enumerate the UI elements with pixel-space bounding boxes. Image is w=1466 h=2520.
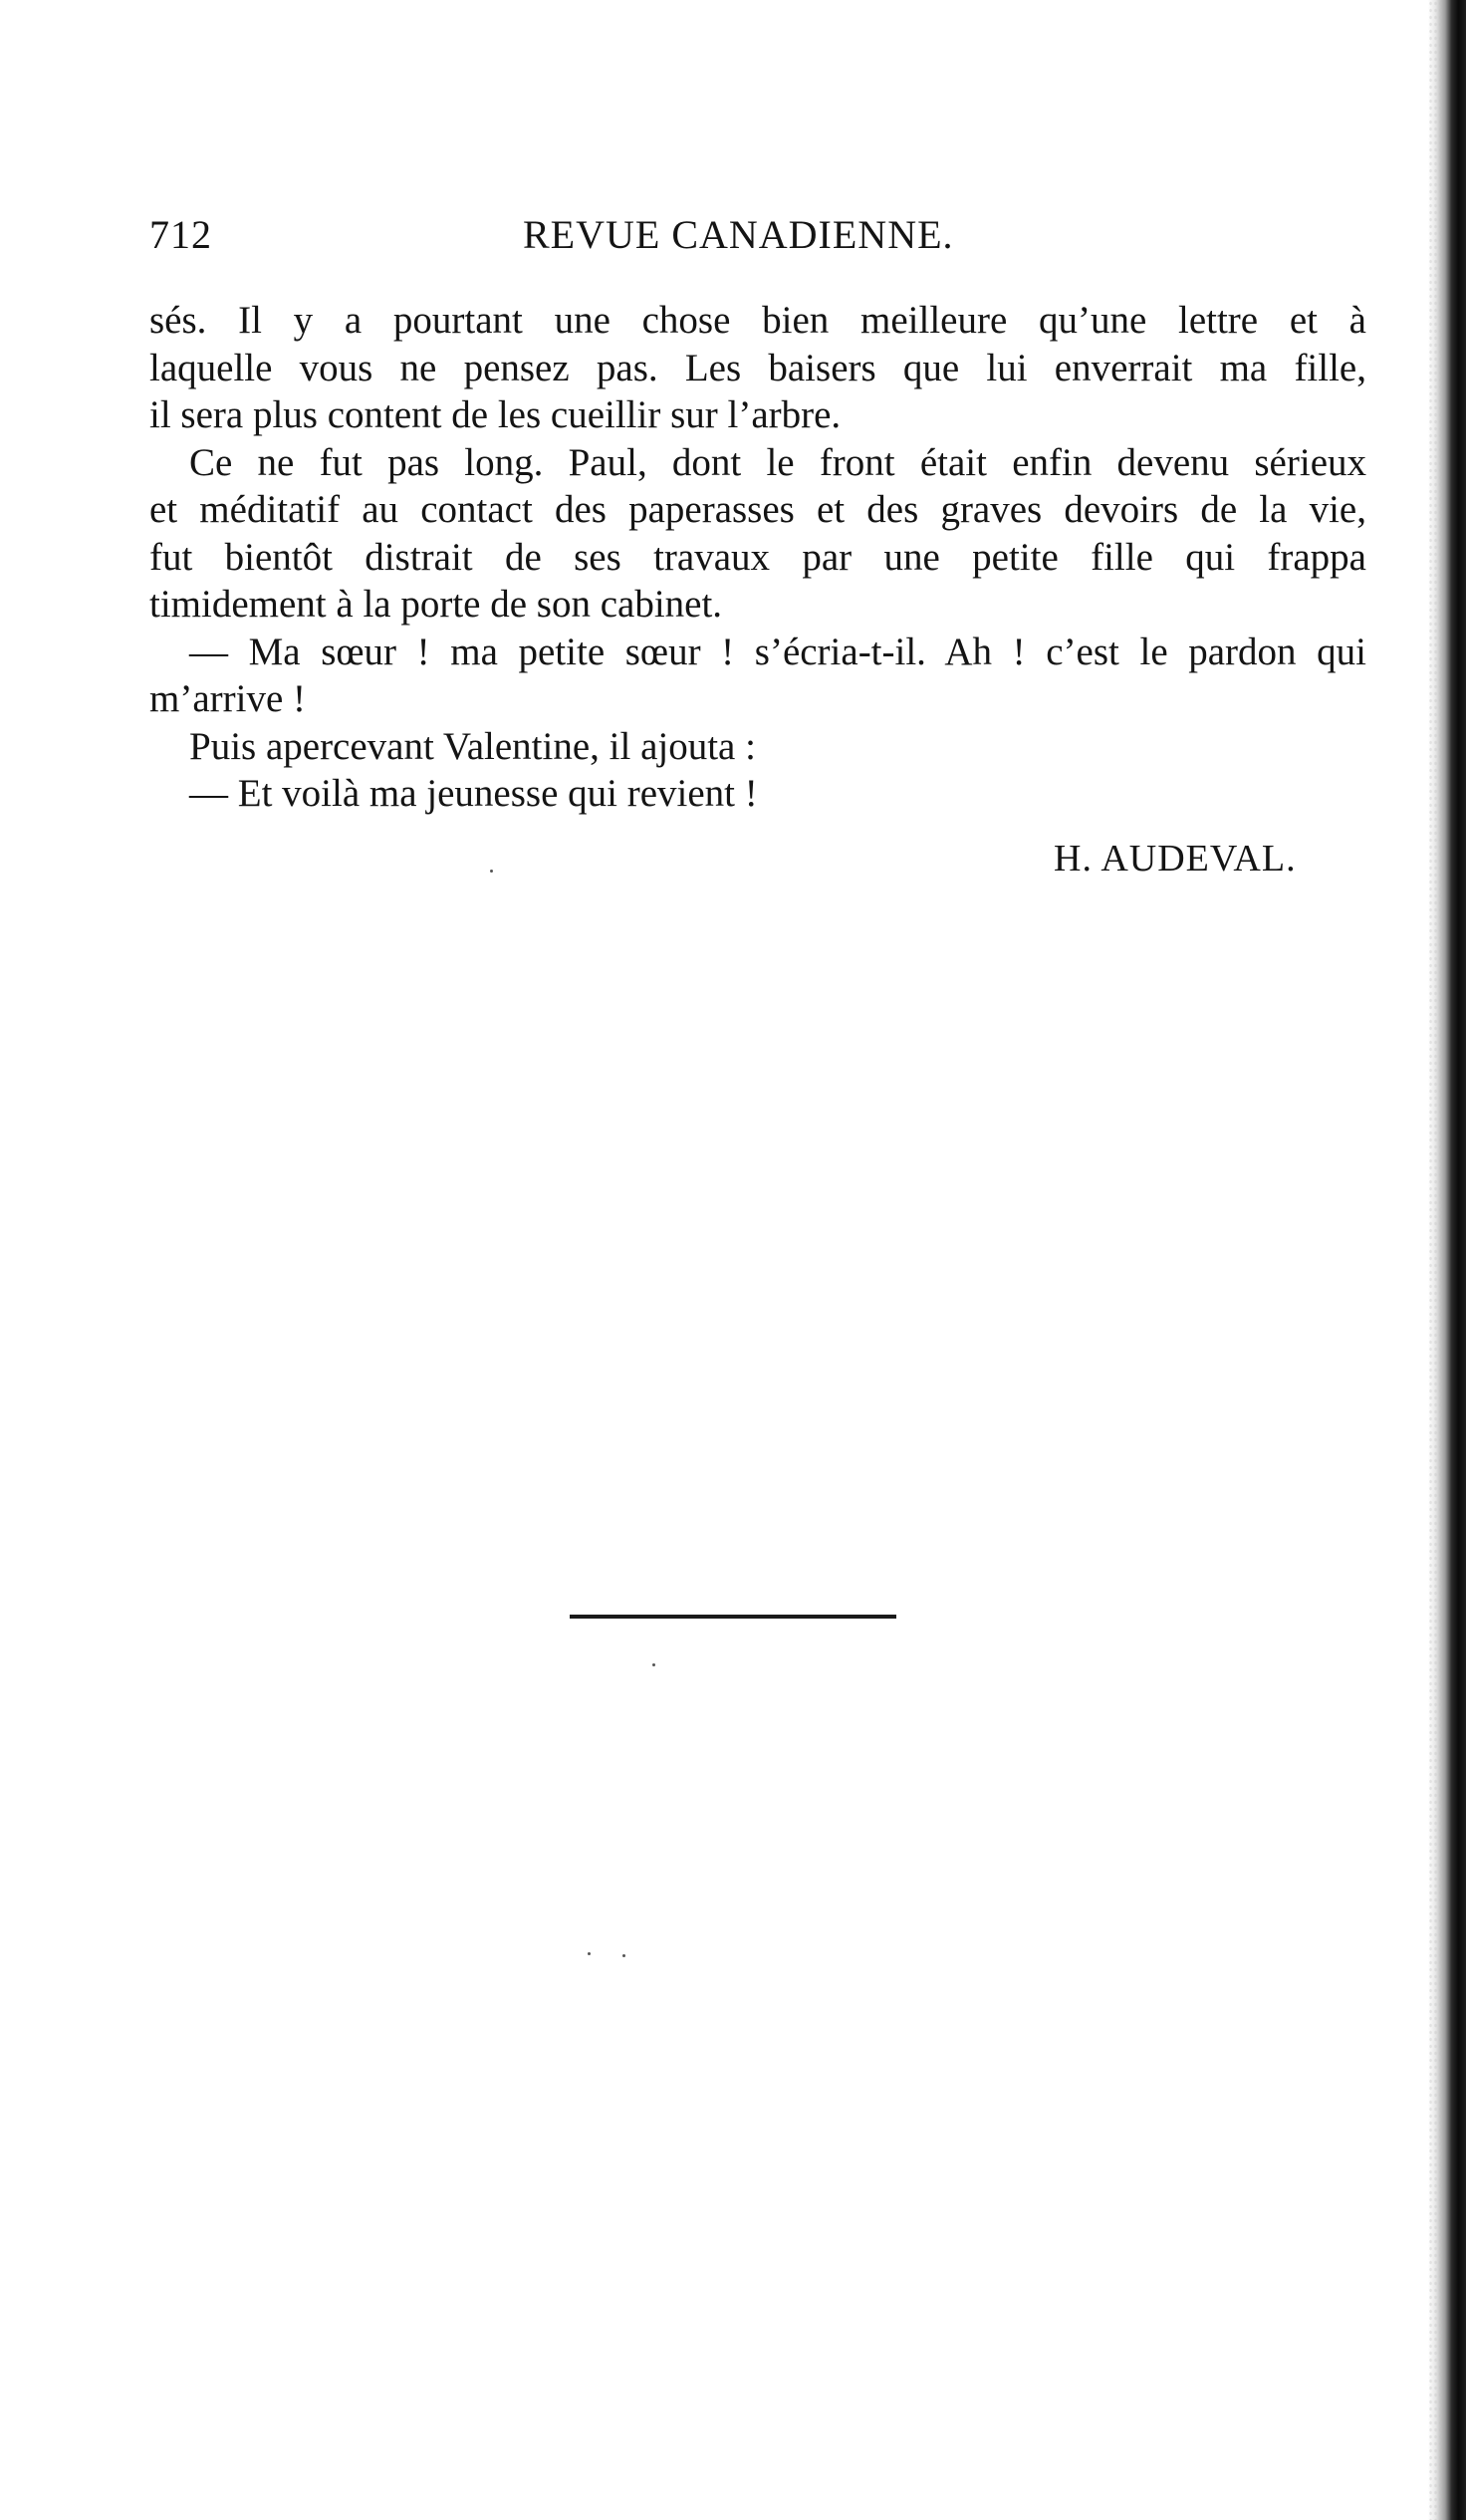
text-line: et méditatif au contact des paperasses et des graves devoirs de la vie,: [149, 488, 1366, 531]
text-line: — Et voilà ma jeunesse qui revient !: [189, 772, 758, 815]
text-line: laquelle vous ne pensez pas. Les baisers que lui enverrait ma fille,: [149, 346, 1366, 389]
text-line: Ce ne fut pas long. Paul, dont le front était enfin devenu sérieux: [189, 440, 1366, 484]
article-text: [149, 297, 1366, 818]
text-line: timidement à la porte de son cabinet.: [149, 583, 723, 626]
text-line: fut bientôt distrait de ses travaux par une petite fille qui frappa: [149, 535, 1366, 579]
journal-title: REVUE CANADIENNE.: [523, 212, 954, 257]
text-line: Puis apercevant Valentine, il ajouta :: [189, 724, 756, 768]
paper-speck: [588, 1952, 591, 1955]
text-line: il sera plus content de les cueillir sur l’arbre.: [149, 393, 842, 436]
text-line: — Ma sœur ! ma petite sœur ! s’écria-t-il. Ah ! c’est le pardon qui: [189, 630, 1366, 673]
running-head: [149, 211, 1374, 261]
text-line: m’arrive !: [149, 677, 306, 720]
page-number: 712: [149, 212, 212, 257]
text-line: sés. Il y a pourtant une chose bien meilleure qu’une lettre et à: [149, 299, 1366, 342]
scan-edge-texture: [1428, 0, 1444, 2520]
section-divider-rule: [570, 1615, 896, 1619]
author-signature: H. AUDEVAL.: [1054, 838, 1297, 880]
paper-speck: [652, 1663, 655, 1666]
paper-speck: [622, 1954, 625, 1957]
paper-speck: [490, 870, 493, 873]
